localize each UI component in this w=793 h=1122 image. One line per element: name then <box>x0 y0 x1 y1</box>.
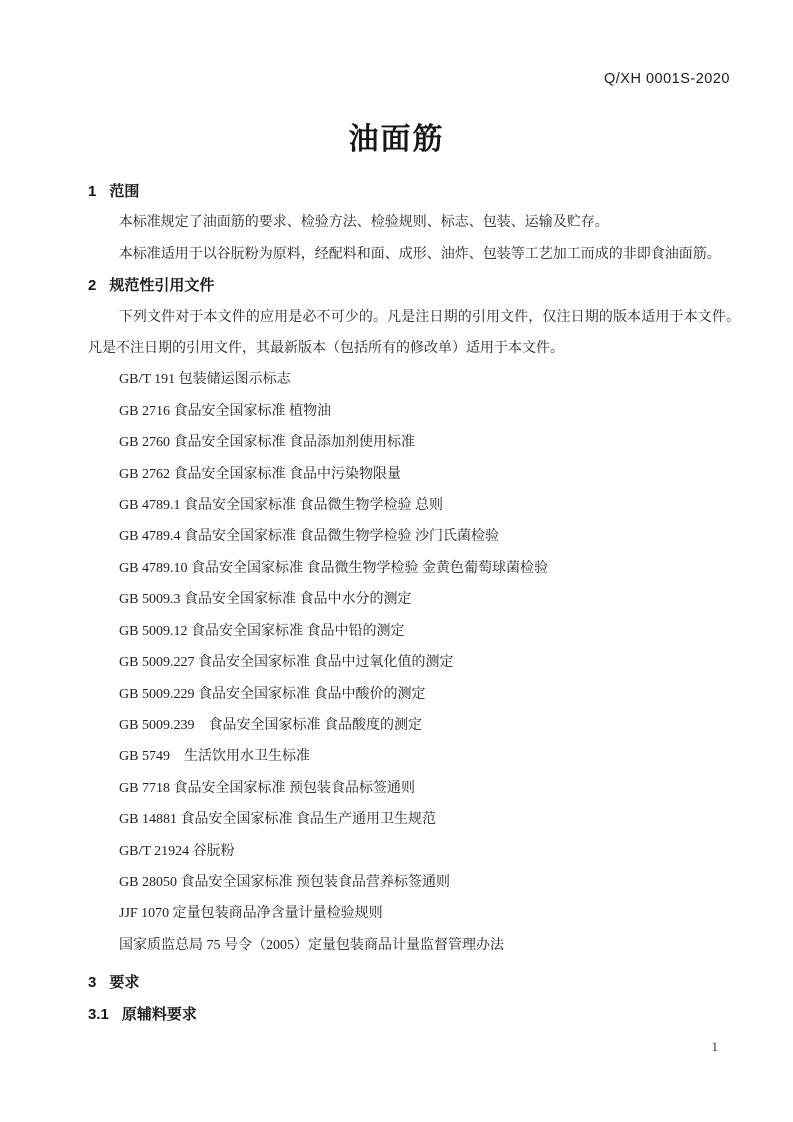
reference-item: JJF 1070 定量包装商品净含量计量检验规则 <box>119 906 383 922</box>
document-title: 油面筋 <box>348 123 445 156</box>
reference-item: GB 7718 食品安全国家标准 预包装食品标签通则 <box>119 780 415 796</box>
reference-item: GB 4789.10 食品安全国家标准 食品微生物学检验 金黄色葡萄球菌检验 <box>119 560 548 576</box>
section-title: 规范性引用文件 <box>109 277 215 295</box>
reference-item: GB/T 21924 谷朊粉 <box>119 843 235 859</box>
section-number: 3 <box>88 974 97 992</box>
page-number: 1 <box>711 1039 718 1054</box>
scope-paragraph: 本标准规定了油面筋的要求、检验方法、检验规则、标志、包装、运输及贮存。 <box>118 215 609 231</box>
scope-paragraph: 本标准适用于以谷朊粉为原料，经配料和面、成形、油炸、包装等工艺加工而成的非即食油面筋。 <box>118 246 721 262</box>
reference-item: GB 2762 食品安全国家标准 食品中污染物限量 <box>119 466 401 482</box>
subsection-number: 3.1 <box>88 1005 109 1023</box>
reference-item: GB 4789.1 食品安全国家标准 食品微生物学检验 总则 <box>119 498 443 514</box>
reference-item: GB 2760 食品安全国家标准 食品添加剂使用标准 <box>119 435 415 451</box>
subsection-heading-raw-materials <box>88 999 740 1030</box>
references-list <box>88 364 740 961</box>
section-number: 2 <box>88 277 97 295</box>
section-number: 1 <box>88 183 97 200</box>
reference-item: GB 5009.229 食品安全国家标准 食品中酸价的测定 <box>119 686 426 702</box>
section-heading-requirements <box>88 967 740 998</box>
section-heading-references <box>88 270 740 301</box>
reference-item: GB 14881 食品安全国家标准 食品生产通用卫生规范 <box>119 812 436 828</box>
references-intro-paragraph: 下列文件对于本文件的应用是必不可少的。凡是注日期的引用文件，仅注日期的版本适用于本文件。凡是不注日期的引用文件，其最新版本（包括所有的修改单）适用于本文件。 <box>88 309 740 357</box>
reference-item: GB 5009.227 食品安全国家标准 食品中过氧化值的测定 <box>119 655 454 671</box>
reference-item: GB 5009.12 食品安全国家标准 食品中铅的测定 <box>119 623 405 639</box>
reference-item: GB 5749 生活饮用水卫生标准 <box>119 749 310 765</box>
reference-item: GB 4789.4 食品安全国家标准 食品微生物学检验 沙门氏菌检验 <box>119 529 499 545</box>
reference-item: GB 5009.239 食品安全国家标准 食品酸度的测定 <box>119 717 422 733</box>
section-heading-scope <box>88 176 740 207</box>
reference-item: GB 5009.3 食品安全国家标准 食品中水分的测定 <box>119 592 412 608</box>
subsection-title: 原辅料要求 <box>121 1005 197 1023</box>
reference-item: GB 2716 食品安全国家标准 植物油 <box>119 403 331 419</box>
reference-item: 国家质监总局 75 号令（2005）定量包装商品计量监督管理办法 <box>119 937 504 953</box>
reference-item: GB 28050 食品安全国家标准 预包装食品营养标签通则 <box>119 874 450 890</box>
doc-number: Q/XH 0001S-2020 <box>604 71 730 87</box>
section-title: 范围 <box>109 183 140 200</box>
reference-item: GB/T 191 包装储运图示标志 <box>119 372 291 388</box>
document-body <box>88 176 740 1030</box>
section-title: 要求 <box>109 974 140 992</box>
